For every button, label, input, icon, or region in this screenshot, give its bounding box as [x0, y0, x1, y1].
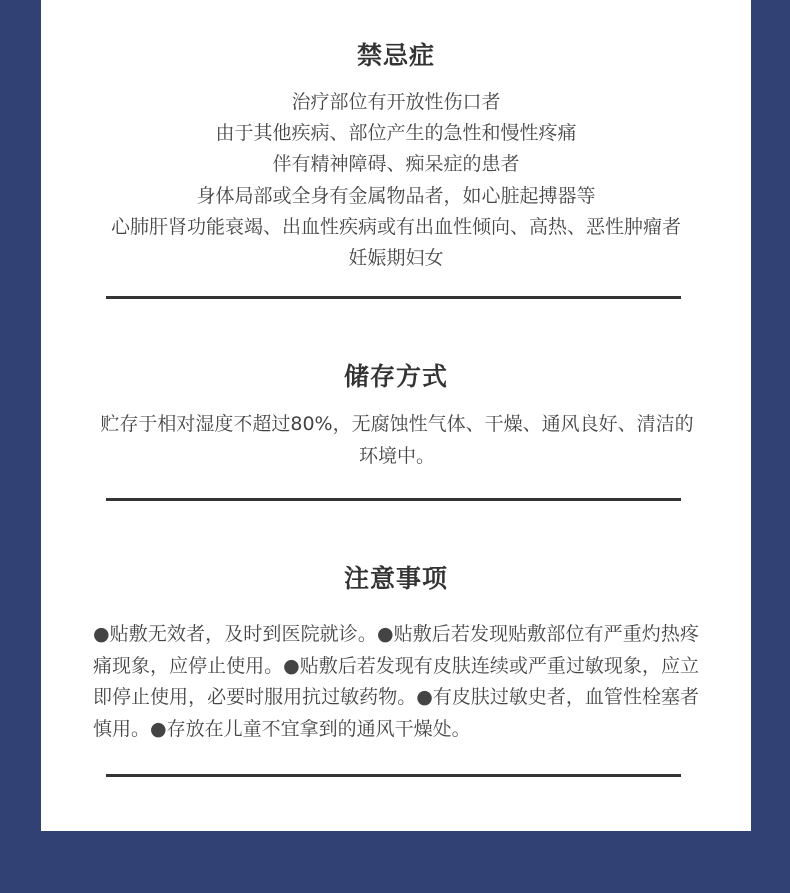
notes-section	[41, 559, 751, 745]
list-item: 妊娠期妇女	[348, 247, 444, 270]
storage-text: 贮存于相对湿度不超过80%，无腐蚀性气体、干燥、通风良好、清洁的环境中。	[100, 413, 694, 467]
storage-section	[41, 357, 751, 472]
contraindications-title: 禁忌症	[356, 41, 435, 70]
contraindications-list	[41, 87, 751, 274]
content-card	[41, 0, 751, 831]
list-item: 治疗部位有开放性伤口者	[291, 91, 501, 113]
list-item: 心肺肝肾功能衰竭、出血性疾病或有出血性倾向、高热、恶性肿瘤者	[110, 215, 681, 238]
section-divider	[106, 774, 681, 777]
notes-title: 注意事项	[343, 564, 448, 593]
list-item: 伴有精神障碍、痴呆症的患者	[272, 153, 520, 176]
contraindications-section	[41, 36, 751, 274]
notes-text: ●贴敷无效者，及时到医院就诊。●贴敷后若发现贴敷部位有严重灼热疼痛现象，应停止使用。●贴敷后若发现有皮肤连续或严重过敏现象，应立即停止使用，必要时服用抗过敏药物。●有皮肤过敏史者，血管性栓塞者慎用。●存放在儿童不宜拿到的通风干燥处。	[93, 623, 699, 740]
list-item: 身体局部或全身有金属物品者，如心脏起搏器等	[196, 184, 596, 207]
section-divider	[106, 296, 681, 299]
section-divider	[106, 498, 681, 501]
storage-title: 储存方式	[343, 362, 448, 391]
list-item: 由于其他疾病、部位产生的急性和慢性疼痛	[215, 122, 577, 145]
